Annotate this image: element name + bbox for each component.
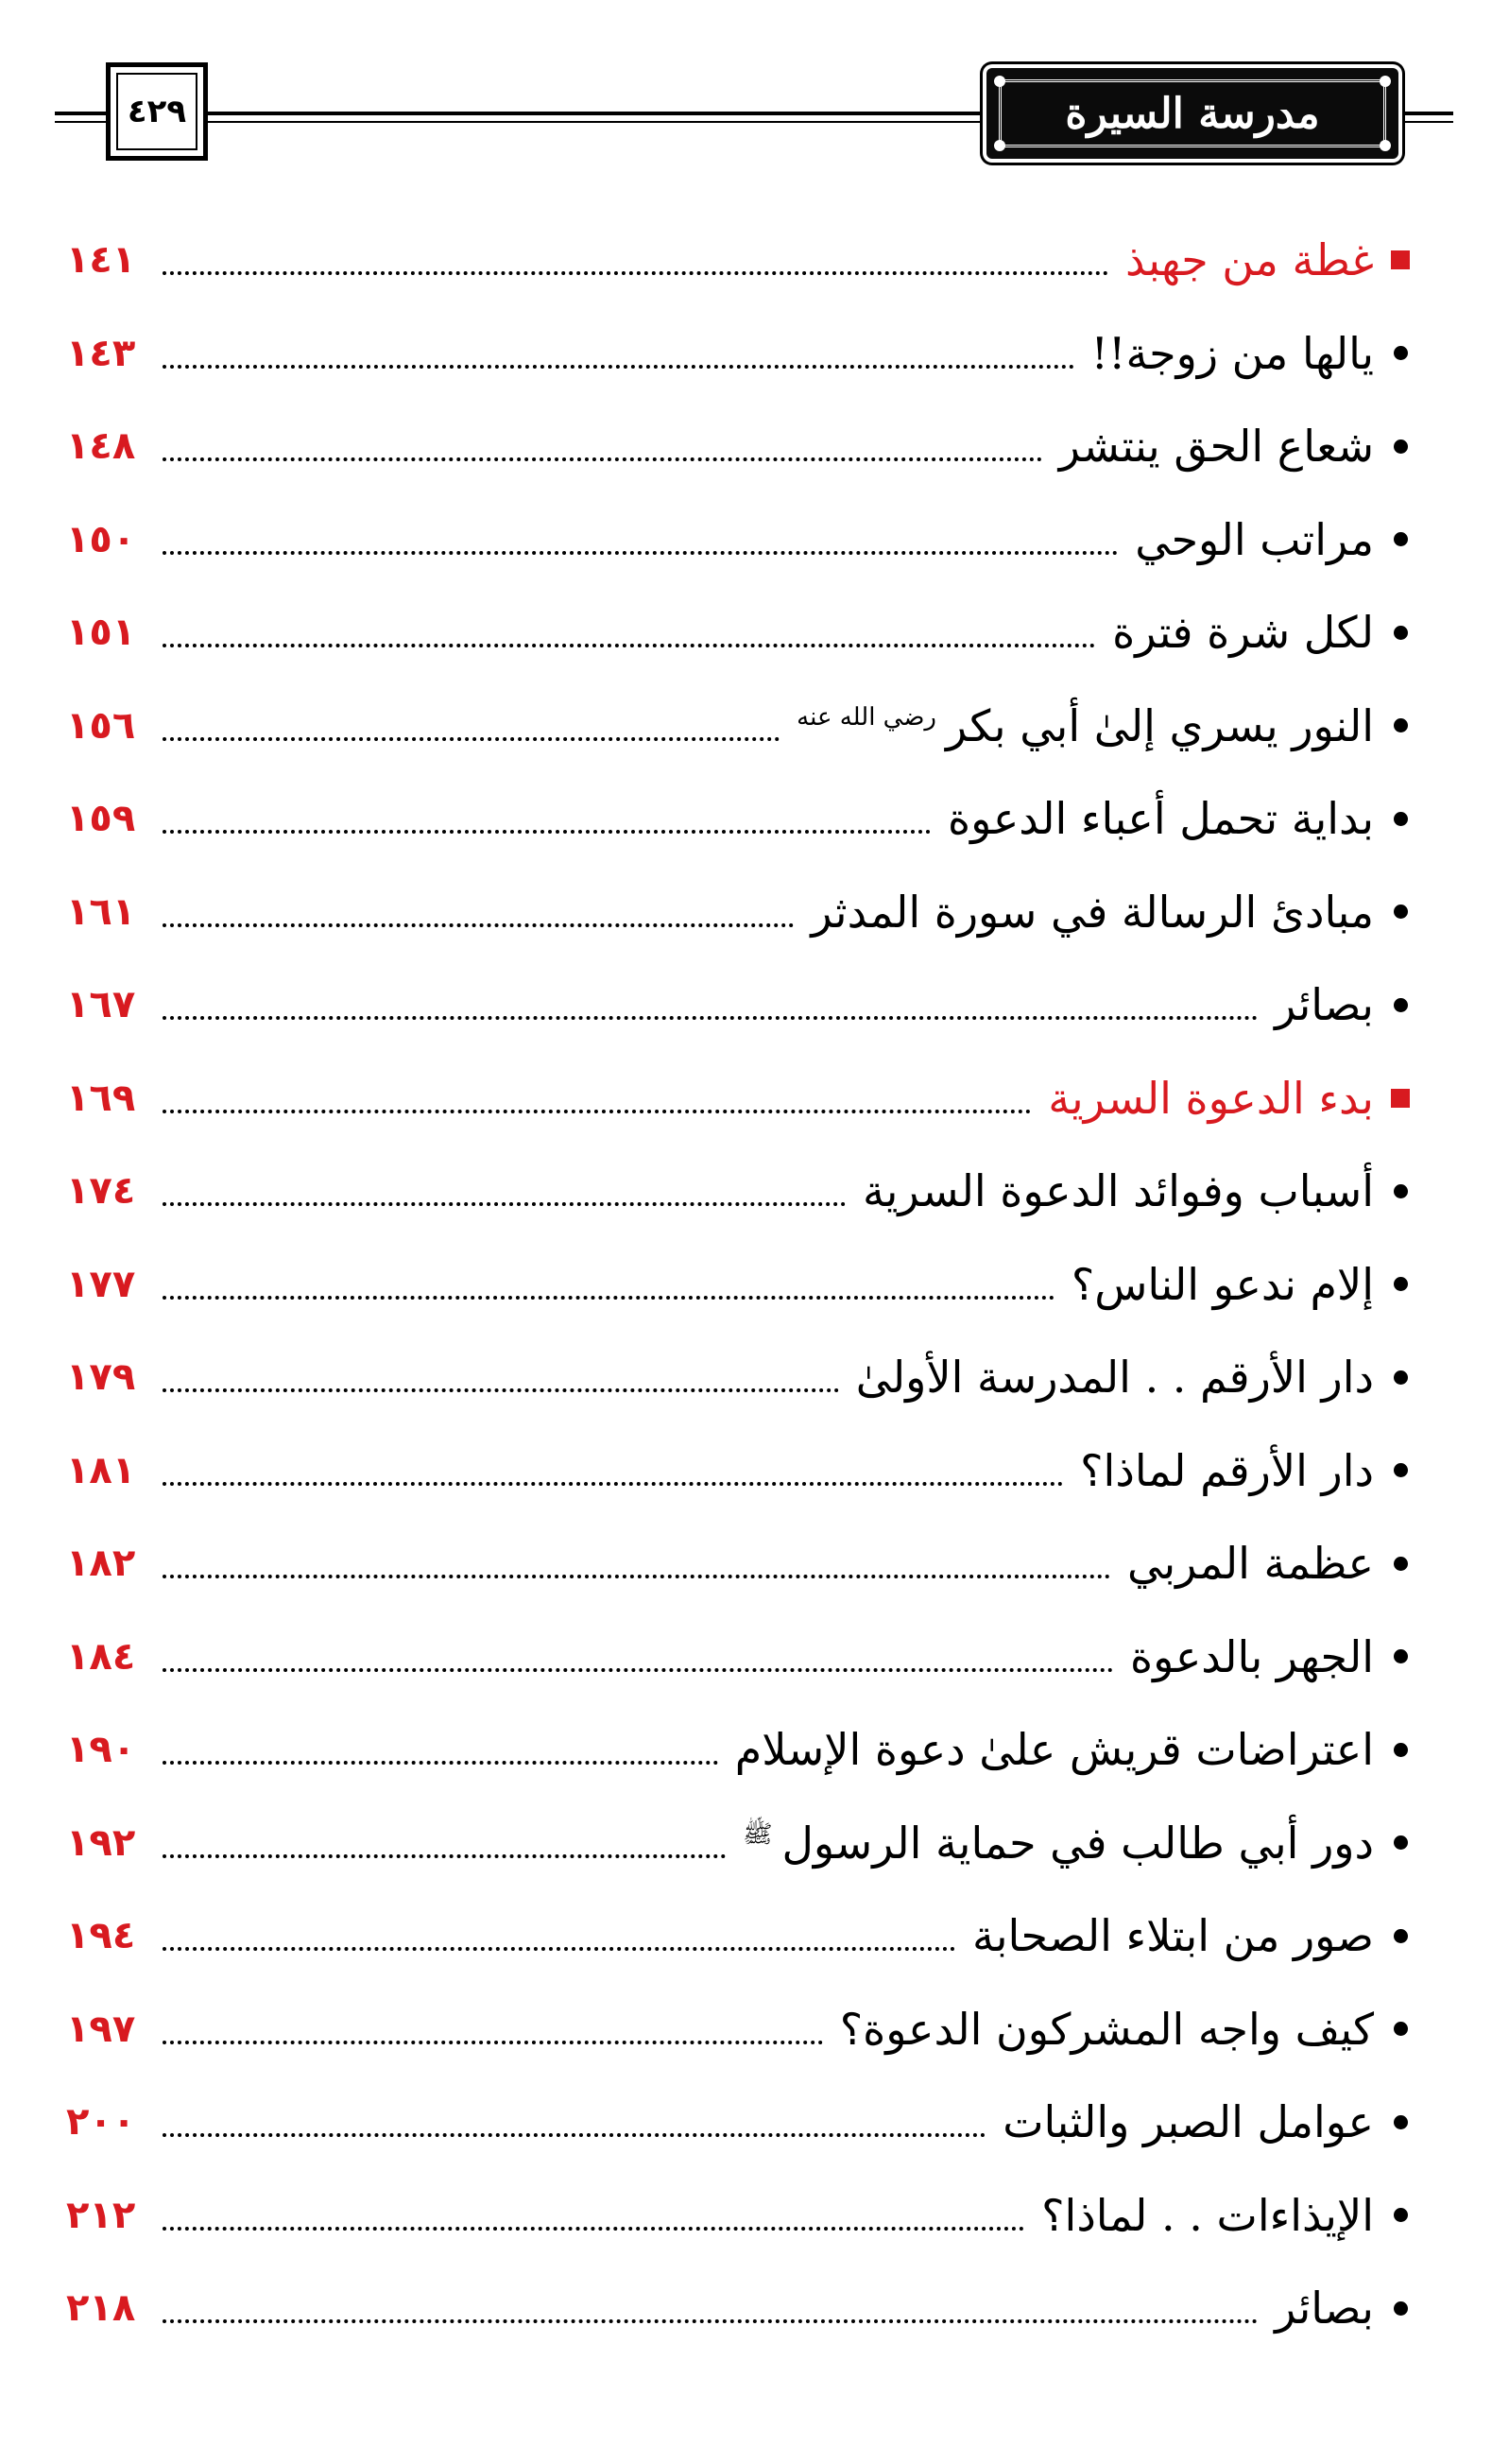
toc-entry-title: إلام ندعو الناس؟ [1071,1258,1374,1310]
toc-entry-title: لكل شرة فترة [1112,607,1374,659]
bullet-icon [1374,2022,1427,2036]
toc-entry-row[interactable] [66,772,1427,866]
bullet-icon [1374,532,1427,546]
square-marker-icon [1374,1089,1427,1108]
dot-leader [163,457,1042,461]
bullet-icon [1374,2208,1427,2222]
toc-entry-row[interactable] [66,400,1427,493]
dot-leader [163,1761,718,1765]
toc-entry-title: دار الأرقم . . المدرسة الأولىٰ [855,1352,1374,1404]
bullet-icon [1374,1835,1427,1850]
toc-entry-row[interactable] [66,1517,1427,1611]
toc-entry-row[interactable] [66,2076,1427,2169]
dot-leader [163,1388,839,1392]
toc-entry-title: كيف واجه المشركون الدعوة؟ [839,2003,1374,2055]
toc-entry-title: دور أبي طالب في حماية الرسول$^ﷺ$ [743,1817,1374,1869]
toc-entry-title: شعاع الحق ينتشر [1058,421,1374,473]
toc-entry-row[interactable] [66,1145,1427,1238]
dot-leader [163,1668,1113,1672]
toc-entry-row[interactable] [66,2262,1427,2355]
dot-leader [163,830,931,834]
toc-page-number: ١٥٩ [66,797,136,841]
bullet-icon [1374,1184,1427,1198]
dot-leader [163,2227,1024,2231]
table-of-contents [66,214,1427,2355]
toc-page-number: ١٦٩ [66,1076,136,1120]
bullet-icon [1374,626,1427,640]
toc-entry-row[interactable] [66,958,1427,1052]
toc-entry-title: عظمة المربي [1127,1538,1374,1590]
bullet-icon [1374,1929,1427,1943]
page-number-box [106,62,208,161]
toc-page-number: ١٧٧ [66,1262,136,1306]
toc-page-number: ١٦٧ [66,983,136,1027]
toc-entry-title: النور يسري إلىٰ أبي بكر$^{رضي الله عنه}$ [797,699,1374,751]
toc-page-number: ١٧٩ [66,1355,136,1400]
toc-entry-title: غطة من جهبذ [1124,234,1374,286]
toc-page-number: ٢٠٠ [66,2100,136,2145]
book-title-cartouche [986,68,1398,159]
bullet-icon [1374,1743,1427,1757]
toc-entry-title: بصائر [1275,979,1374,1031]
toc-page-number: ١٤٣ [66,331,136,375]
toc-entry-row[interactable] [66,586,1427,680]
toc-entry-title: بصائر [1275,2283,1374,2335]
toc-page-number: ١٩٤ [66,1914,136,1958]
toc-entry-row[interactable] [66,1983,1427,2076]
bullet-icon [1374,905,1427,919]
toc-page-number: ١٥١ [66,611,136,655]
dot-leader [163,365,1074,369]
bullet-icon [1374,1370,1427,1385]
toc-entry-row[interactable] [66,866,1427,959]
toc-entry-title: بدء الدعوة السرية [1048,1072,1374,1124]
bullet-icon [1374,346,1427,360]
toc-entry-row[interactable] [66,680,1427,773]
toc-entry-row[interactable] [66,1703,1427,1797]
toc-entry-row[interactable] [66,1424,1427,1518]
toc-entry-row[interactable] [66,307,1427,401]
dot-leader [163,551,1118,555]
bullet-icon [1374,1649,1427,1663]
dot-leader [163,644,1095,647]
bullet-icon [1374,812,1427,826]
toc-page-number: ١٨٤ [66,1634,136,1679]
dot-leader [163,1854,726,1858]
dot-leader [163,1482,1063,1486]
bullet-icon [1374,439,1427,454]
toc-entry-row[interactable] [66,1611,1427,1704]
toc-entry-row[interactable] [66,1797,1427,1890]
toc-page-number: ١٨٢ [66,1542,136,1586]
toc-entry-title: دار الأرقم لماذا؟ [1080,1444,1374,1496]
dot-leader [163,2133,986,2137]
dot-leader [163,1202,846,1206]
toc-page-number: ١٩٢ [66,1820,136,1865]
dot-leader [163,2319,1258,2323]
bullet-icon [1374,1463,1427,1477]
page-number: ٤٢٩ [127,93,187,130]
toc-page-number: ١٤٨ [66,424,136,469]
toc-entry-title: مراتب الوحي [1135,513,1374,565]
bullet-icon [1374,998,1427,1012]
dot-leader [163,1296,1055,1300]
toc-page-number: ١٨١ [66,1448,136,1492]
dot-leader [163,923,794,927]
bullet-icon [1374,1557,1427,1571]
toc-entry-title: الإيذاءات . . لماذا؟ [1041,2189,1374,2241]
toc-page-number: ٢١٨ [66,2286,136,2331]
toc-page-number: ٢١٢ [66,2193,136,2237]
toc-page-number: ١٦١ [66,889,136,934]
bullet-icon [1374,718,1427,732]
toc-section-row[interactable] [66,214,1427,307]
bullet-icon [1374,1277,1427,1291]
dot-leader [163,1016,1258,1020]
dot-leader [163,1110,1031,1113]
toc-entry-title: الجهر بالدعوة [1130,1630,1374,1682]
dot-leader [163,2041,823,2044]
toc-entry-title: يالها من زوجة!! [1090,327,1374,379]
toc-section-row[interactable] [66,1052,1427,1146]
toc-entry-row[interactable] [66,1238,1427,1332]
toc-page-number: ١٤١ [66,238,136,283]
dot-leader [163,1575,1110,1578]
honorific-mark: رضي الله عنه [797,703,936,732]
square-marker-icon [1374,250,1427,269]
dot-leader [163,271,1108,275]
toc-page-number: ١٩٠ [66,1728,136,1772]
toc-page-number: ١٥٦ [66,703,136,748]
toc-entry-row[interactable] [66,493,1427,587]
toc-entry-title: مبادئ الرسالة في سورة المدثر [811,886,1374,938]
toc-entry-title: صور من ابتلاء الصحابة [972,1910,1374,1962]
bullet-icon [1374,2301,1427,2316]
toc-entry-title: بداية تحمل أعباء الدعوة [948,793,1374,845]
toc-entry-title: عوامل الصبر والثبات [1003,2096,1374,2148]
toc-page-number: ١٩٧ [66,2007,136,2051]
dot-leader [163,1947,955,1951]
toc-entry-row[interactable] [66,2169,1427,2263]
dot-leader [163,737,780,741]
book-title: مدرسة السيرة [1065,89,1320,138]
toc-entry-title: اعتراضات قريش علىٰ دعوة الإسلام [734,1724,1374,1776]
toc-entry-row[interactable] [66,1331,1427,1424]
toc-entry-title: أسباب وفوائد الدعوة السرية [862,1165,1374,1217]
toc-page-number: ١٧٤ [66,1169,136,1214]
honorific-mark: ﷺ [743,1820,773,1850]
toc-entry-row[interactable] [66,1889,1427,1983]
toc-page-number: ١٥٠ [66,517,136,561]
bullet-icon [1374,2115,1427,2129]
page-header [0,0,1509,189]
